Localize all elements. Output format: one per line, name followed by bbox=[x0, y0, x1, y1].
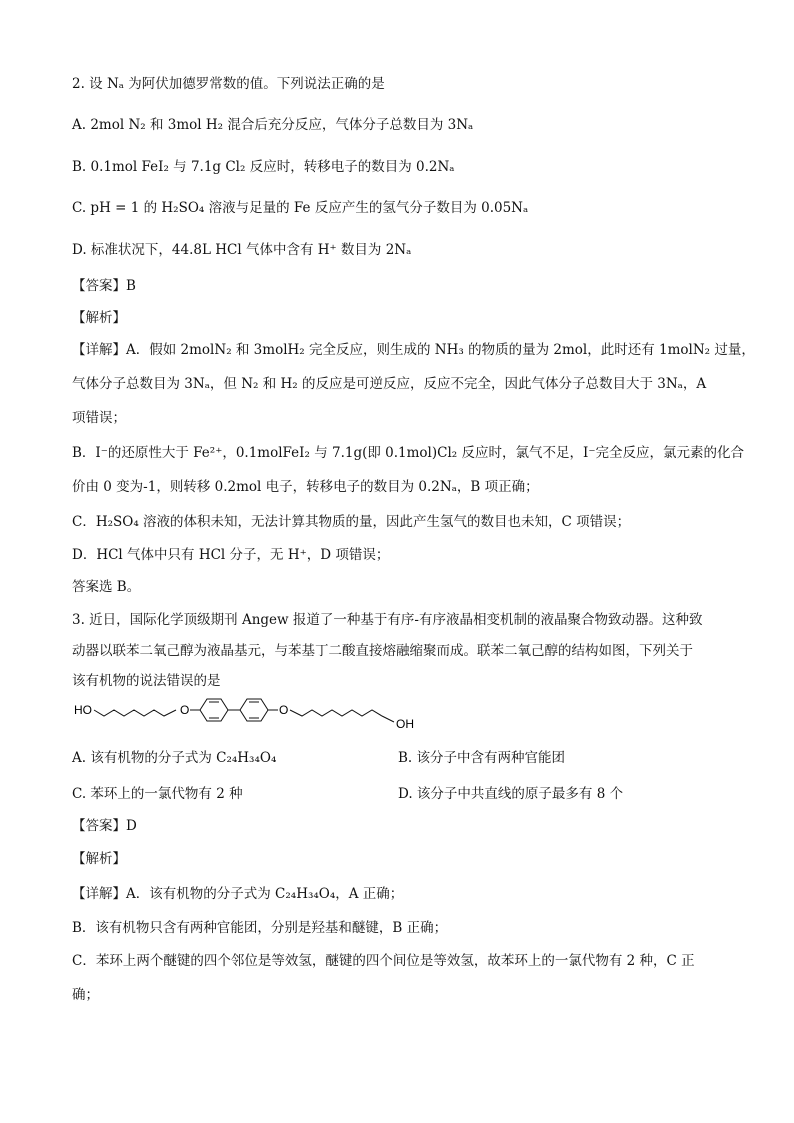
q3-stem-line: 3. 近日，国际化学顶级期刊 Angew 报道了一种基于有序-有序液晶相变机制的液晶聚合物致动器。这种致 bbox=[72, 612, 703, 628]
molecular-structure bbox=[72, 696, 432, 736]
q3-detail-line: 确； bbox=[72, 987, 99, 1003]
q3-option-c: C. 苯环上的一氯代物有 2 种 bbox=[72, 786, 243, 802]
q2-stem: 2. 设 Nₐ 为阿伏加德罗常数的值。下列说法正确的是 bbox=[72, 76, 385, 92]
struct-ho-label: HO bbox=[74, 703, 92, 717]
q2-detail-line: 气体分子总数目为 3Nₐ，但 N₂ 和 H₂ 的反应是可逆反应，反应不完全，因此气体分子总数目大于 3Nₐ，A bbox=[72, 376, 707, 392]
q3-option-b: B. 该分子中含有两种官能团 bbox=[398, 750, 566, 766]
struct-oh-label: OH bbox=[396, 717, 414, 731]
q3-detail-line: C．苯环上两个醚键的四个邻位是等效氢，醚键的四个间位是等效氢，故苯环上的一氯代物有 2 种，C 正 bbox=[72, 953, 695, 969]
q3-option-d: D. 该分子中共直线的原子最多有 8 个 bbox=[398, 786, 624, 802]
q2-answer: 【答案】B bbox=[72, 278, 136, 294]
alkyl-chain-left bbox=[94, 710, 176, 716]
q2-option-d: D. 标准状况下，44.8L HCl 气体中含有 H⁺ 数目为 2Nₐ bbox=[72, 242, 412, 258]
q3-stem-line: 该有机物的说法错误的是 bbox=[72, 673, 221, 689]
struct-o-right: O bbox=[279, 703, 289, 717]
q3-detail-line: B．该有机物只含有两种官能团，分别是羟基和醚键，B 正确； bbox=[72, 920, 448, 936]
q2-option-c: C. pH = 1 的 H₂SO₄ 溶液与足量的 Fe 反应产生的氢气分子数目为 0.05Nₐ bbox=[72, 200, 529, 216]
q2-detail-line: 价由 0 变为-1，则转移 0.2mol 电子，转移电子的数目为 0.2Nₐ，B 项正确； bbox=[72, 479, 539, 495]
q3-answer: 【答案】D bbox=[72, 818, 137, 834]
q2-final-answer: 答案选 B。 bbox=[72, 579, 141, 595]
alkyl-chain-right bbox=[290, 710, 394, 722]
q2-detail-line: C．H₂SO₄ 溶液的体积未知，无法计算其物质的量，因此产生氢气的数目也未知，C 项错误； bbox=[72, 514, 631, 530]
struct-o-left: O bbox=[180, 703, 190, 717]
q3-option-a: A. 该有机物的分子式为 C₂₄H₃₄O₄ bbox=[72, 750, 277, 766]
q2-detail-line: 【详解】A．假如 2molN₂ 和 3molH₂ 完全反应，则生成的 NH₃ 的物质的量为 2mol，此时还有 1molN₂ 过量， bbox=[72, 342, 755, 358]
q2-detail-line: D．HCl 气体中只有 HCl 分子，无 H⁺，D 项错误； bbox=[72, 547, 390, 563]
q2-detail-line: 项错误； bbox=[72, 410, 126, 426]
q2-analysis-heading: 【解析】 bbox=[72, 310, 126, 326]
q2-detail-line: B．I⁻的还原性大于 Fe²⁺，0.1molFeI₂ 与 7.1g(即 0.1mol)Cl₂ 反应时，氯气不足，I⁻完全反应，氯元素的化合 bbox=[72, 445, 744, 461]
q2-option-b: B. 0.1mol FeI₂ 与 7.1g Cl₂ 反应时，转移电子的数目为 0.2Nₐ bbox=[72, 159, 455, 175]
q3-detail-line: 【详解】A．该有机物的分子式为 C₂₄H₃₄O₄，A 正确； bbox=[72, 886, 404, 902]
q3-stem-line: 动器以联苯二氧己醇为液晶基元，与苯基丁二酸直接熔融缩聚而成。联苯二氧己醇的结构如图，下列关于 bbox=[72, 643, 693, 659]
q2-option-a: A. 2mol N₂ 和 3mol H₂ 混合后充分反应，气体分子总数目为 3Nₐ bbox=[72, 117, 474, 133]
q3-analysis-heading: 【解析】 bbox=[72, 851, 126, 867]
